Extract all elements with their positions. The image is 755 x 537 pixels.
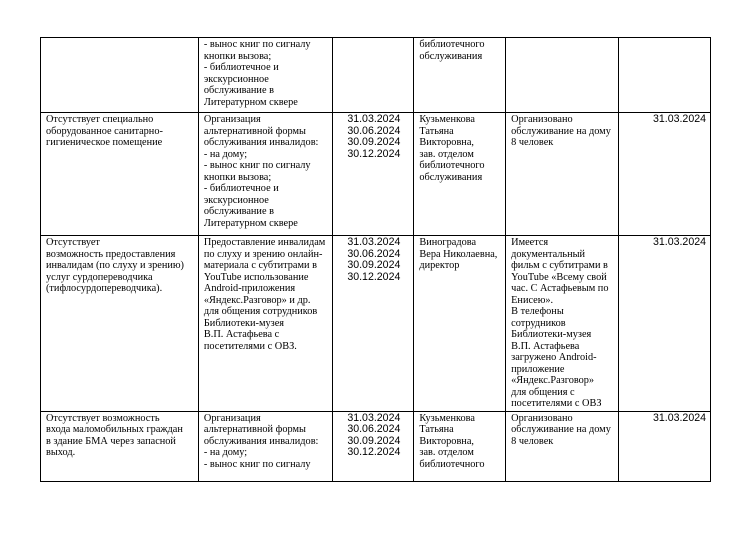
measure-cell-line: Android-приложения bbox=[203, 283, 296, 294]
result-cell-line: YouTube «Всему свой bbox=[511, 271, 607, 283]
measure-cell-line: Организация bbox=[203, 114, 261, 125]
responsible-cell-line: библиотечного bbox=[419, 160, 485, 171]
issue-cell bbox=[41, 236, 199, 412]
measure-cell-line: обслуживания инвалидов: bbox=[203, 435, 319, 447]
dates-cell-line: 31.03.2024 bbox=[347, 411, 401, 424]
dates-cell-line: 30.06.2024 bbox=[347, 423, 401, 435]
dates-cell bbox=[333, 411, 414, 481]
measure-cell-line: альтернативной формы bbox=[203, 424, 306, 435]
measure-cell-line: кнопки вызова; bbox=[203, 50, 272, 62]
dates-cell-line: 30.09.2024 bbox=[347, 259, 401, 271]
measure-cell-line: - библиотечное и bbox=[203, 62, 279, 73]
issue-cell-line: гигиеническое помещение bbox=[46, 137, 163, 148]
responsible-cell-line: библиотечного bbox=[419, 458, 485, 470]
measure-cell-line: Литературном сквере bbox=[203, 96, 298, 108]
responsible-cell-line: Викторовна, bbox=[419, 137, 474, 148]
measure-cell-line: обслуживание в bbox=[203, 206, 274, 217]
dates-cell-line: 30.12.2024 bbox=[347, 446, 401, 458]
responsible-cell-line: Виноградова bbox=[419, 237, 477, 248]
dates-cell-line: 30.09.2024 bbox=[347, 434, 401, 447]
result-cell-line: «Яндекс.Разговор» bbox=[511, 375, 595, 386]
table-row bbox=[41, 113, 711, 236]
responsible-cell bbox=[414, 411, 506, 481]
result-cell bbox=[506, 236, 619, 412]
result-cell-line: Организовано bbox=[511, 114, 573, 125]
responsible-cell-line: Татьяна bbox=[419, 125, 454, 137]
result-cell-line: Библиотеки-музея bbox=[511, 329, 592, 340]
completion-date-cell-text: 31.03.2024 bbox=[652, 113, 706, 125]
result-cell-line: Имеется bbox=[511, 237, 549, 248]
dates-cell bbox=[333, 38, 414, 113]
issue-cell bbox=[41, 113, 199, 236]
result-cell bbox=[506, 411, 619, 481]
responsible-cell-line: библиотечного bbox=[419, 39, 485, 50]
dates-cell-line: 30.06.2024 bbox=[347, 247, 401, 260]
measure-cell-line: - вынос книг по сигналу bbox=[203, 39, 311, 50]
measure-cell-line: по слуху и зрению онлайн- bbox=[203, 248, 323, 260]
measure-cell-line: «Яндекс.Разговор» и др. bbox=[203, 294, 311, 306]
completion-date-cell-text: 31.03.2024 bbox=[652, 411, 706, 424]
dates-cell-line: 30.12.2024 bbox=[347, 270, 401, 283]
measure-cell-line: - на дому; bbox=[203, 148, 248, 160]
responsible-cell-line: Кузьменкова bbox=[419, 114, 475, 125]
measure-cell-line: Литературном сквере bbox=[203, 217, 298, 229]
measure-cell-line: В.П. Астафьева с bbox=[203, 329, 280, 340]
result-cell bbox=[506, 113, 619, 236]
issue-cell-line: Отсутствует возможность bbox=[46, 412, 160, 424]
result-cell-line: обслуживание на дому bbox=[511, 125, 611, 137]
completion-date-cell bbox=[619, 38, 711, 113]
completion-date-cell bbox=[619, 236, 711, 412]
result-cell-line: документальный bbox=[511, 248, 586, 260]
result-cell-line: фильм с субтитрами в bbox=[511, 260, 608, 271]
issue-cell bbox=[41, 38, 199, 113]
measure-cell-line: для общения сотрудников bbox=[203, 306, 318, 317]
measure-cell-line: Организация bbox=[203, 412, 261, 424]
measure-cell-line: кнопки вызова; bbox=[203, 171, 272, 183]
issue-cell-line: входа маломобильных граждан bbox=[46, 424, 183, 435]
result-cell-line: загружено Android- bbox=[511, 352, 597, 363]
table-row bbox=[41, 38, 711, 113]
responsible-cell bbox=[414, 113, 506, 236]
completion-date-cell bbox=[619, 411, 711, 481]
dates-cell bbox=[333, 113, 414, 236]
measure-cell bbox=[198, 236, 332, 412]
responsible-cell bbox=[414, 236, 506, 412]
dates-cell-line: 31.03.2024 bbox=[347, 236, 401, 248]
measure-cell-line: - вынос книг по сигналу bbox=[203, 458, 311, 470]
dates-cell-line: 30.09.2024 bbox=[347, 136, 401, 148]
responsible-cell-line: зав. отделом bbox=[419, 447, 474, 458]
measure-cell-line: Библиотеки-музея bbox=[203, 317, 285, 329]
dates-cell-line: 30.12.2024 bbox=[347, 147, 401, 160]
result-cell-line: 8 человек bbox=[511, 435, 554, 447]
result-cell-line: приложение bbox=[511, 363, 565, 375]
measure-cell-line: материала с субтитрами в bbox=[203, 260, 317, 271]
result-cell-line: сотрудников bbox=[511, 317, 566, 329]
issue-cell-line: возможность предоставления bbox=[46, 248, 176, 260]
measure-cell-line: экскурсионное bbox=[203, 194, 269, 206]
responsible-cell-line: обслуживания bbox=[419, 50, 483, 62]
result-cell-line: посетителями с ОВЗ bbox=[511, 398, 602, 409]
completion-date-cell-text: 31.03.2024 bbox=[652, 236, 706, 248]
dates-cell-line: 31.03.2024 bbox=[347, 113, 401, 125]
measure-cell-line: - вынос книг по сигналу bbox=[203, 160, 311, 171]
responsible-cell-line: Викторовна, bbox=[419, 435, 474, 447]
responsible-cell bbox=[414, 38, 506, 113]
table-row bbox=[41, 236, 711, 412]
responsible-cell-line: Татьяна bbox=[419, 424, 454, 435]
responsible-cell-line: директор bbox=[419, 260, 460, 271]
table-row bbox=[41, 411, 711, 481]
responsible-cell-line: Кузьменкова bbox=[419, 412, 475, 424]
issue-cell-line: (тифлосурдопереводчика). bbox=[46, 283, 163, 294]
measure-cell-line: посетителями с ОВЗ. bbox=[203, 340, 297, 352]
dates-cell-line: 30.06.2024 bbox=[347, 124, 401, 137]
measure-cell-line: YouTube использование bbox=[203, 271, 309, 283]
completion-date-cell bbox=[619, 113, 711, 236]
measure-cell-line: - библиотечное и bbox=[203, 183, 279, 194]
issue-cell-line: услуг сурдопереводчика bbox=[46, 271, 153, 283]
result-cell-line: для общения с bbox=[511, 386, 575, 398]
measure-cell-line: альтернативной формы bbox=[203, 125, 306, 137]
issue-cell-line: Отсутствует bbox=[46, 237, 100, 248]
responsible-cell-line: Вера Николаевна, bbox=[419, 248, 498, 260]
issue-cell-line: оборудованное санитарно- bbox=[46, 125, 163, 137]
dates-cell bbox=[333, 236, 414, 412]
responsible-cell-line: обслуживания bbox=[419, 171, 483, 183]
issue-cell-line: инвалидам (по слуху и зрению) bbox=[46, 260, 184, 271]
measure-cell-line: экскурсионное bbox=[203, 73, 269, 85]
issue-cell-line: в здание БМА через запасной bbox=[46, 435, 176, 447]
measure-cell bbox=[198, 411, 332, 481]
issue-cell bbox=[41, 411, 199, 481]
result-cell-line: Организовано bbox=[511, 412, 573, 424]
measure-cell bbox=[198, 38, 332, 113]
result-cell-line: 8 человек bbox=[511, 137, 554, 148]
responsible-cell-line: зав. отделом bbox=[419, 148, 474, 160]
result-cell bbox=[506, 38, 619, 113]
issue-cell-line: Отсутствует специально bbox=[46, 114, 154, 125]
result-cell-line: В телефоны bbox=[511, 306, 564, 317]
measure-cell-line: Предоставление инвалидам bbox=[203, 237, 326, 248]
result-cell-line: Енисею». bbox=[511, 294, 554, 306]
issue-cell-line: выход. bbox=[46, 447, 76, 458]
table-body bbox=[41, 38, 711, 482]
measure-cell-line: обслуживание в bbox=[203, 85, 274, 96]
measure-cell-line: обслуживания инвалидов: bbox=[203, 137, 319, 148]
result-cell-line: час. С Астафьевым по bbox=[511, 283, 609, 294]
accessibility-plan-table bbox=[40, 37, 711, 482]
measure-cell bbox=[198, 113, 332, 236]
measure-cell-line: - на дому; bbox=[203, 447, 248, 458]
result-cell-line: обслуживание на дому bbox=[511, 424, 611, 435]
result-cell-line: В.П. Астафьева bbox=[511, 340, 580, 352]
